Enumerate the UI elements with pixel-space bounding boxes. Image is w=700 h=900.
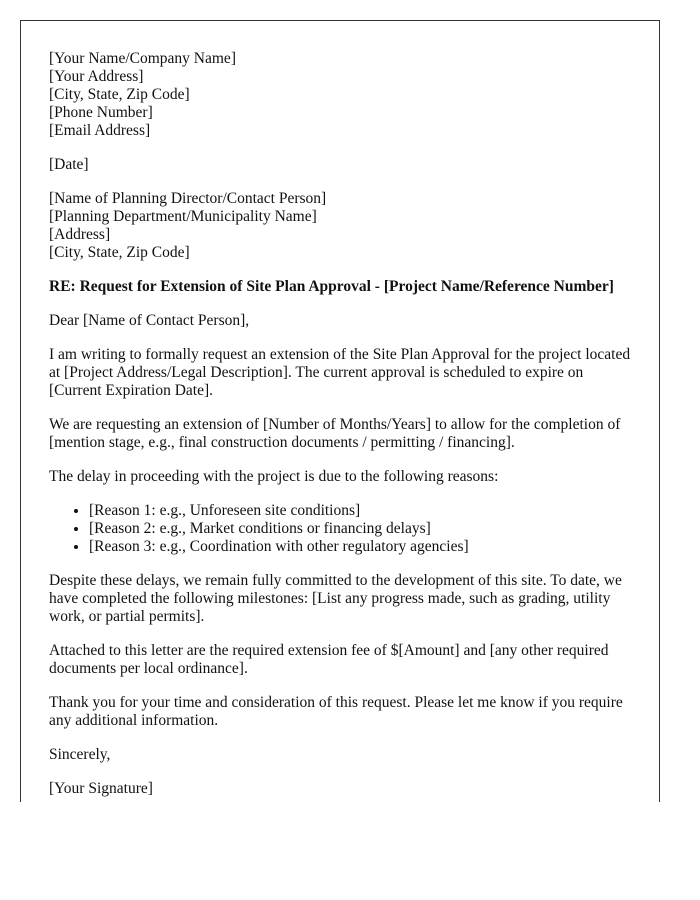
reason-item: • [Reason 2: e.g., Market conditions or financing delays] (89, 520, 639, 538)
sender-city-state-zip: [City, State, Zip Code] (49, 86, 190, 103)
reason-item: • [Reason 3: e.g., Coordination with other regulatory agencies] (89, 538, 639, 556)
letter-content (49, 50, 639, 802)
date-line: [Date] (49, 156, 89, 173)
recipient-city-state-zip: [City, State, Zip Code] (49, 244, 190, 261)
sender-address: [Your Address] (49, 68, 144, 85)
recipient-name: [Name of Planning Director/Contact Person] (49, 190, 327, 207)
sender-phone: [Phone Number] (49, 104, 153, 121)
letter-page (20, 20, 660, 802)
recipient-address-block (49, 190, 639, 262)
recipient-address: [Address] (49, 226, 111, 243)
reason-item: • [Reason 1: e.g., Unforeseen site conditions] (89, 502, 639, 520)
commitment-paragraph: Despite these delays, we remain fully committed to the development of this site. To date, we have completed the following milestones: [List any progress made, such as grading, utility work, or partial permits]. (49, 572, 622, 625)
subject-line: RE: Request for Extension of Site Plan Approval - [Project Name/Reference Number] (49, 278, 614, 295)
signature: [Your Signature] (49, 780, 153, 797)
recipient-department: [Planning Department/Municipality Name] (49, 208, 317, 225)
closing: Sincerely, (49, 746, 111, 763)
reasons-list (49, 502, 639, 556)
reasons-intro-paragraph: The delay in proceeding with the project is due to the following reasons: (49, 468, 499, 485)
sender-name: [Your Name/Company Name] (49, 50, 236, 67)
salutation: Dear [Name of Contact Person], (49, 312, 250, 329)
intro-paragraph: I am writing to formally request an extension of the Site Plan Approval for the project located at [Project Address/Legal Description]. The current approval is scheduled to expire on [Current Expiration Date]. (49, 346, 631, 399)
thanks-paragraph: Thank you for your time and consideration of this request. Please let me know if you require any additional information. (49, 694, 623, 729)
request-paragraph: We are requesting an extension of [Number of Months/Years] to allow for the completion of [mention stage, e.g., final construction documents / permitting / financing]. (49, 416, 621, 451)
sender-email: [Email Address] (49, 122, 151, 139)
sender-address-block (49, 50, 639, 140)
attachments-paragraph: Attached to this letter are the required extension fee of $[Amount] and [any other required documents per local ordinance]. (49, 642, 609, 677)
